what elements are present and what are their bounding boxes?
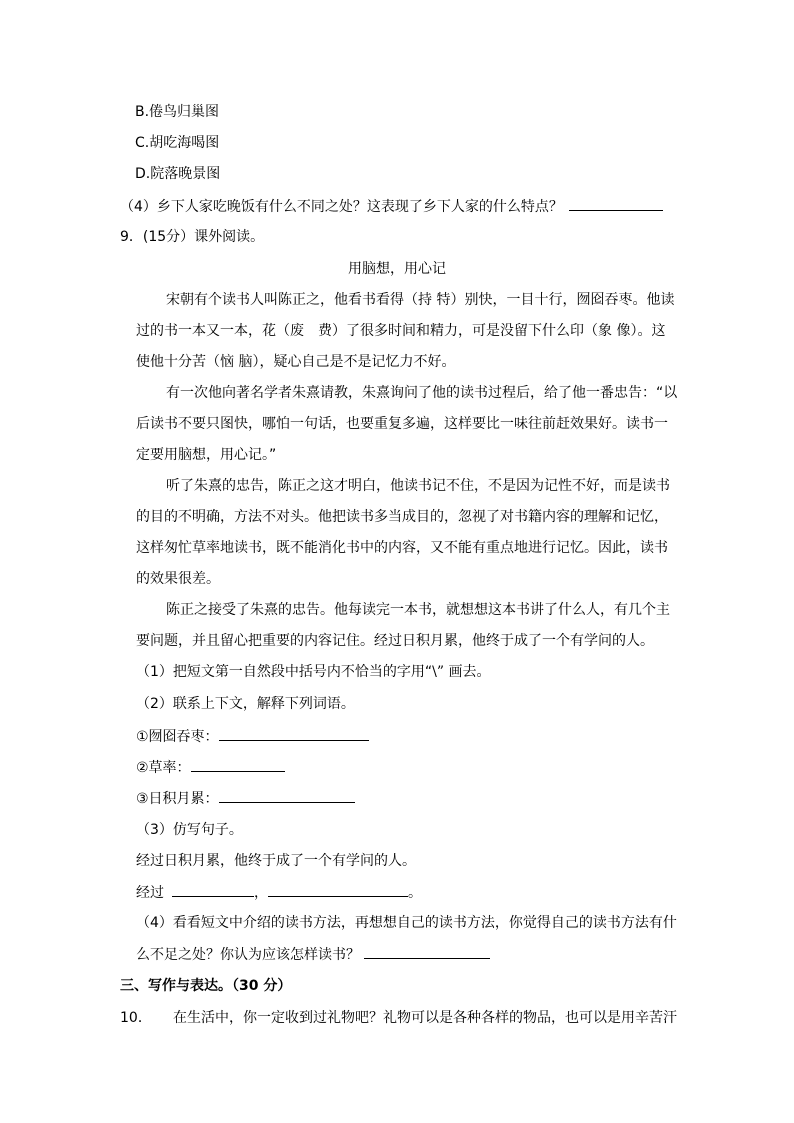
q10-number: 10．	[120, 1010, 152, 1026]
passage-p3-line1: 听了朱熹的忠告，陈正之这才明白，他读书记不住，不是因为记性不好，而是读书	[166, 478, 670, 494]
q8-sub4	[120, 196, 663, 217]
passage-p2-line1: 有一次他向著名学者朱熹请教，朱熹询问了他的读书过程后，给了他一番忠告：“以	[166, 385, 678, 401]
option-b: B.倦鸟归巢图	[135, 104, 220, 120]
passage-p4-line2: 要问题，并且留心把重要的内容记住。经过日积月累，他终于成了一个有学问的人。	[136, 633, 654, 649]
passage-p1-line1: 宋朝有个读书人叫陈正之，他看书看得（持 特）别快，一目十行，囫囵吞枣。他读	[166, 292, 675, 308]
q9-sub1-text-a: （1）把短文第一自然段中括号内不恰当的字用“	[136, 664, 433, 680]
q9-sub3: （3）仿写句子。	[136, 822, 243, 838]
q9-word3-label: ③日积月累：	[136, 791, 219, 807]
option-c: C.胡吃海喝图	[135, 135, 220, 151]
passage-p4-line1: 陈正之接受了朱熹的忠告。他每读完一本书，就想想这本书讲了什么人，有几个主	[166, 602, 670, 618]
q9-word1-blank[interactable]	[219, 726, 369, 741]
q9-imitation-prefix: 经过	[136, 885, 164, 901]
q9-word2	[136, 757, 285, 778]
q9-header: 9．(15分）课外阅读。	[120, 229, 265, 245]
passage-p3-line4: 的效果很差。	[136, 571, 220, 587]
passage-p2-line3: 定要用脑想，用心记。”	[136, 447, 277, 463]
q9-sub4-answer-blank[interactable]	[364, 944, 490, 959]
q9-word2-blank[interactable]	[191, 757, 285, 772]
q9-imitation-blank-2[interactable]	[268, 882, 408, 897]
q9-sub2: （2）联系上下文，解释下列词语。	[136, 696, 355, 712]
passage-p2-line2: 后读书不要只图快，哪怕一句话，也要重复多遍，这样要比一味往前赶效果好。读书一	[136, 416, 668, 432]
q9-sub4-text: 么不足之处？你认为应该怎样读书？	[136, 947, 360, 963]
passage-p1-line2: 过的书一本又一本，花（废 费）了很多时间和精力，可是没留下什么印（象 像）。这	[136, 323, 666, 339]
q9-imitation-blank-1[interactable]	[172, 882, 254, 897]
passage-p1-line3: 使他十分苦（恼 脑），疑心自己是不是记忆力不好。	[136, 354, 456, 370]
q9-word1	[136, 726, 369, 747]
q9-imitation-period: 。	[408, 885, 422, 901]
passage-title: 用脑想，用心记	[348, 261, 446, 277]
q9-sub1	[136, 662, 491, 682]
q8-sub4-text: （4）乡下人家吃晚饭有什么不同之处？这表现了乡下人家的什么特点？	[120, 199, 563, 215]
q9-imitation-line	[136, 882, 422, 903]
section3-heading: 三、写作与表达。（30 分）	[120, 978, 292, 994]
passage-p3-line3: 这样匆忙草率地读书，既不能消化书中的内容，又不能有重点地进行记忆。因此，读书	[136, 540, 668, 556]
q9-word3	[136, 788, 355, 809]
q9-sub1-text-b: \” 画去。	[432, 664, 491, 680]
passage-p3-line2: 的目的不明确，方法不对头。他把读书多当成目的，忽视了对书籍内容的理解和记忆，	[136, 509, 668, 525]
q9-sub4-line1: （4）看看短文中介绍的读书方法，再想想自己的读书方法，你觉得自己的读书方法有什	[136, 915, 677, 931]
q9-word2-label: ②草率：	[136, 760, 191, 776]
q8-sub4-answer-blank[interactable]	[569, 196, 663, 211]
q9-word1-label: ①囫囵吞枣：	[136, 729, 219, 745]
q9-imitation-comma: ，	[254, 885, 268, 901]
option-d: D.院落晚景图	[135, 166, 221, 182]
q9-sub4-line2	[136, 944, 490, 965]
q9-word3-blank[interactable]	[219, 788, 355, 803]
q10-text: 在生活中，你一定收到过礼物吧？礼物可以是各种各样的物品，也可以是用辛苦汗	[173, 1010, 677, 1026]
q9-example-sentence: 经过日积月累，他终于成了一个有学问的人。	[136, 853, 416, 869]
